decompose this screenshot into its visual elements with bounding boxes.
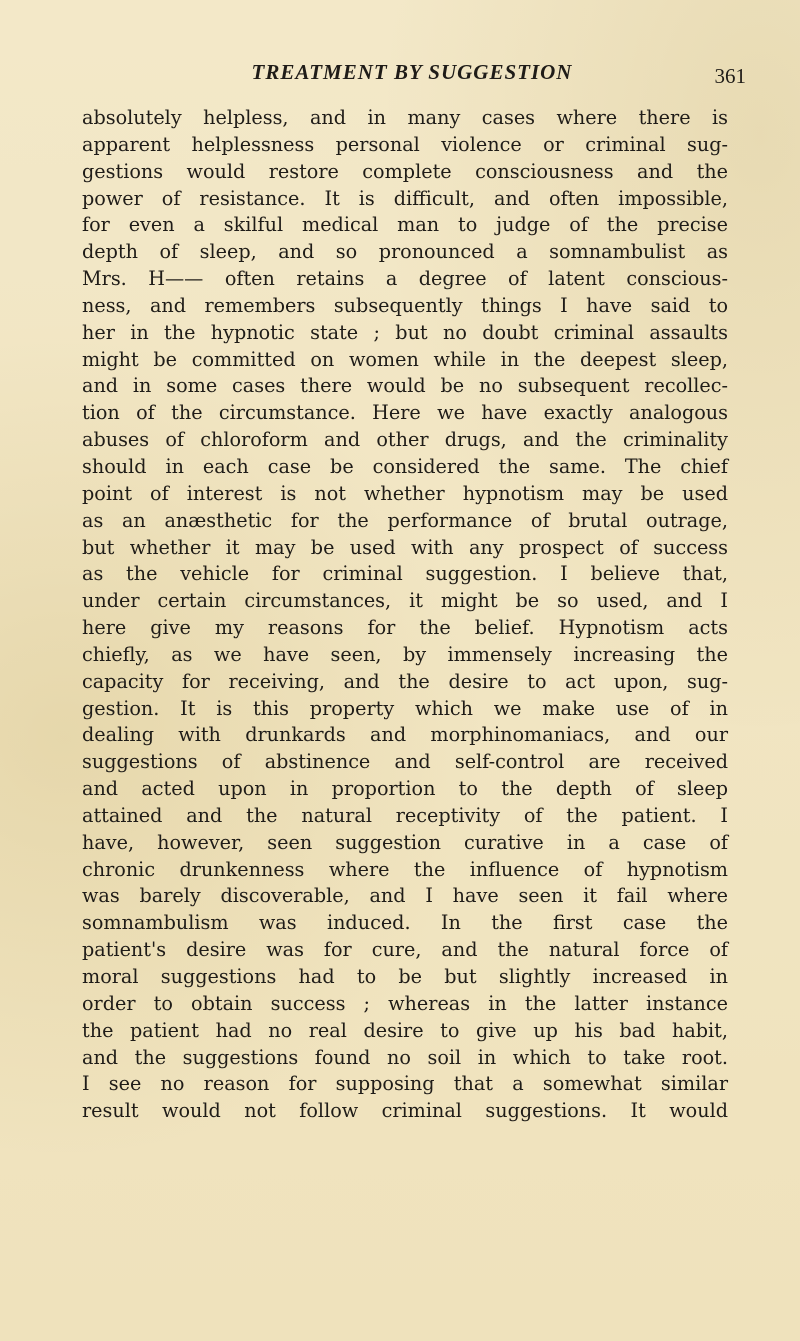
text-line: her in the hypnotic state ; but no doubt criminal assaults xyxy=(82,320,728,344)
text-line: should in each case be considered the same. The chief xyxy=(82,454,728,478)
text-line: somnambulism was induced. In the first case the xyxy=(82,911,728,935)
text-line: chronic drunkenness where the influence of hypnotism xyxy=(82,857,728,881)
text-line: here give my reasons for the belief. Hypnotism acts xyxy=(82,616,728,640)
text-line: absolutely helpless, and in many cases where there is xyxy=(82,106,728,129)
text-line: as an anæsthetic for the performance of brutal outrage, xyxy=(82,508,728,532)
text-line: I see no reason for supposing that a somewhat similar xyxy=(82,1072,728,1096)
text-line: Mrs. H—— often retains a degree of latent conscious- xyxy=(82,267,728,291)
text-line: suggestions of abstinence and self-control are received xyxy=(82,750,728,774)
text-line: moral suggestions had to be but slightly increased in xyxy=(82,965,728,988)
text-line: but whether it may be used with any prospect of success xyxy=(82,535,728,559)
text-line: ness, and remembers subsequently things I have said to xyxy=(82,293,728,317)
text-line: and in some cases there would be no subsequent recollec- xyxy=(82,374,728,398)
text-line: might be committed on women while in the deepest sleep, xyxy=(82,347,728,371)
body-text xyxy=(82,105,728,1125)
text-line: attained and the natural receptivity of the patient. I xyxy=(82,803,728,827)
text-line: and acted upon in proportion to the depth of sleep xyxy=(82,777,728,801)
text-line: result would not follow criminal suggestions. It would xyxy=(82,1099,728,1123)
text-line: gestions would restore complete consciousness and the xyxy=(82,159,728,183)
text-line: for even a skilful medical man to judge of the precise xyxy=(82,213,728,237)
text-line: and the suggestions found no soil in which to take root. xyxy=(82,1045,728,1069)
text-line: power of resistance. It is difficult, and often impossible, xyxy=(82,186,728,210)
running-title: TREATMENT BY SUGGESTION xyxy=(251,60,573,84)
text-line: gestion. It is this property which we make use of in xyxy=(82,696,728,720)
text-line: patient's desire was for cure, and the natural force of xyxy=(82,938,728,962)
text-line: depth of sleep, and so pronounced a somnambulist as xyxy=(82,240,728,264)
text-line: was barely discoverable, and I have seen it fail where xyxy=(82,884,728,908)
text-line: tion of the circumstance. Here we have exactly analogous xyxy=(82,401,728,425)
running-head xyxy=(82,58,746,88)
text-line: apparent helplessness personal violence or criminal sug- xyxy=(82,132,728,156)
text-line: as the vehicle for criminal suggestion. I believe that, xyxy=(82,562,728,586)
text-line: order to obtain success ; whereas in the latter instance xyxy=(82,991,728,1015)
text-line: chiefly, as we have seen, by immensely increasing the xyxy=(82,642,728,666)
text-line: under certain circumstances, it might be so used, and I xyxy=(82,589,728,613)
text-line: have, however, seen suggestion curative in a case of xyxy=(82,830,728,854)
page-number: 361 xyxy=(714,64,746,88)
text-line: capacity for receiving, and the desire to act upon, sug- xyxy=(82,669,728,693)
text-line: dealing with drunkards and morphinomaniacs, and our xyxy=(82,723,728,747)
text-line: the patient had no real desire to give up his bad habit, xyxy=(82,1018,728,1042)
text-line: abuses of chloroform and other drugs, and the criminality xyxy=(82,428,728,452)
text-line: point of interest is not whether hypnotism may be used xyxy=(82,481,728,505)
